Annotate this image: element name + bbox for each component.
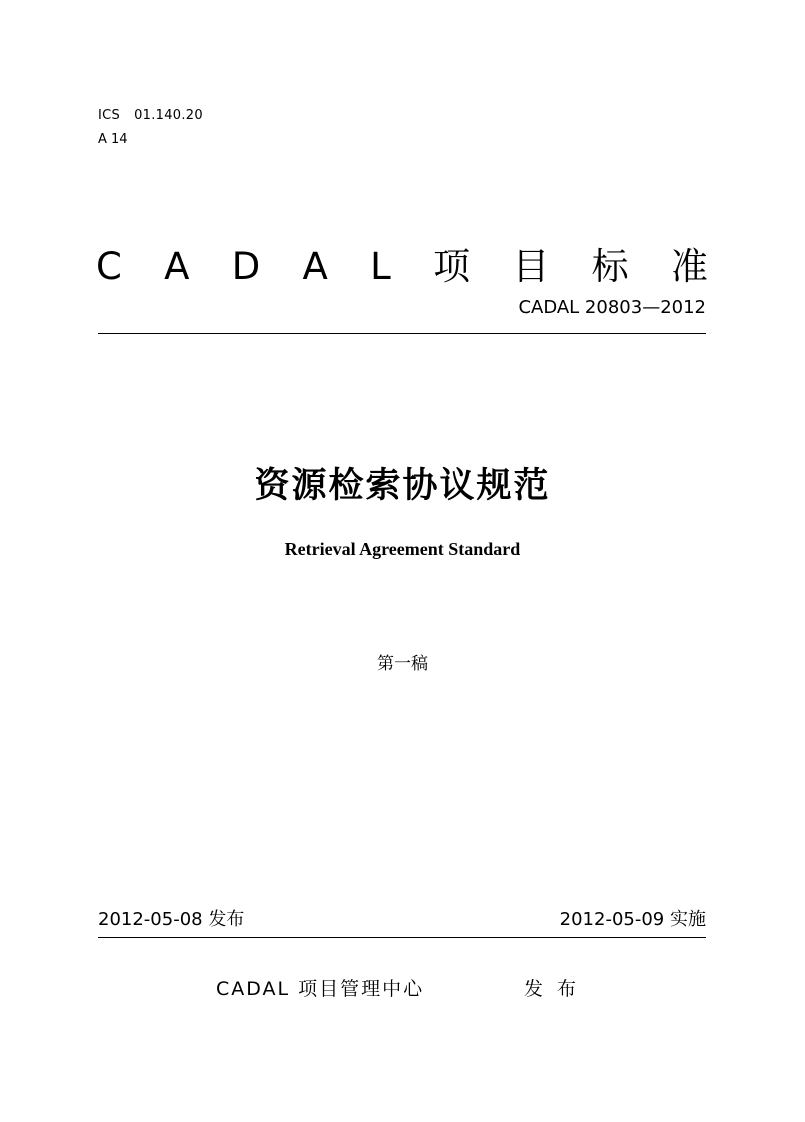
standard-title-char: C (96, 245, 122, 288)
ics-line (98, 108, 203, 124)
standard-title-char: 标 (591, 245, 629, 288)
standard-title-char: A (302, 245, 328, 288)
classification-code: A 14 (98, 132, 128, 147)
standard-title-char: D (231, 245, 261, 288)
bottom-divider (98, 937, 706, 938)
standard-title-char: 准 (670, 245, 708, 288)
standard-title (96, 242, 708, 292)
standard-title-char: A (164, 245, 190, 288)
top-divider (98, 333, 706, 334)
publish-label: 发布 (524, 978, 591, 1000)
standard-title-char: 项 (433, 245, 471, 288)
issue-date: 2012-05-08 发布 (98, 909, 245, 930)
publisher: CADAL 项目管理中心 (216, 978, 425, 1000)
ics-code: 01.140.20 (134, 108, 203, 123)
standard-title-char: L (370, 245, 391, 288)
draft-label: 第一稿 (377, 654, 428, 674)
standard-number: CADAL 20803—2012 (518, 297, 706, 318)
implementation-date: 2012-05-09 实施 (559, 909, 706, 930)
standard-title-char: 目 (512, 245, 550, 288)
ics-label: ICS (98, 108, 121, 123)
document-title-cn: 资源检索协议规范 (254, 466, 551, 506)
document-title-en: Retrieval Agreement Standard (284, 539, 521, 559)
